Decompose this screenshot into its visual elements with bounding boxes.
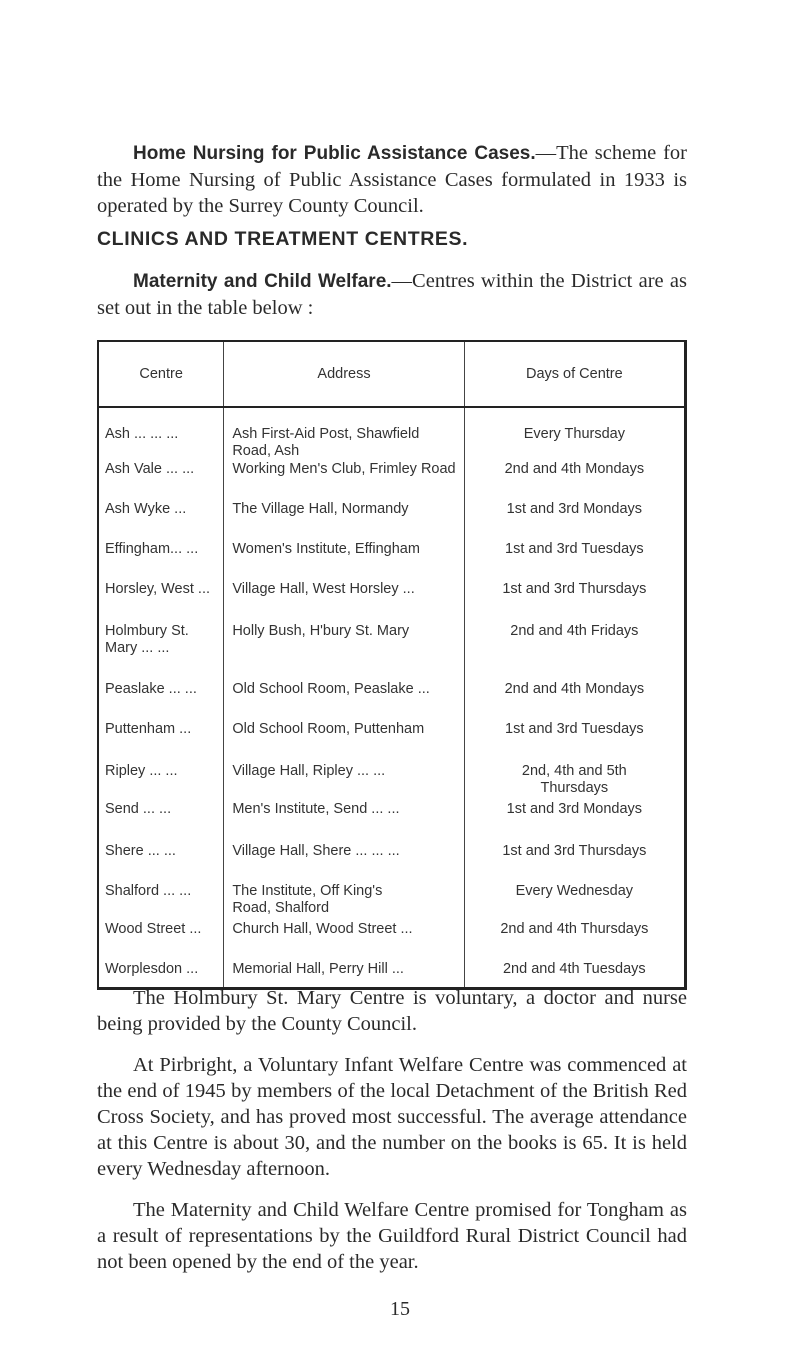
header-centre: Centre xyxy=(98,341,224,407)
cell-days: 2nd and 4th Mondays xyxy=(504,461,645,477)
pirbright-note: At Pirbright, a Voluntary Infant Welfare Centre was commenced at the end of 1945 by members of the local Detachment of the British Red Cross Society, and has proved most successful. The average attendance at this Centre is about 30, and the number on the books is 65. It is held every Wednesday afternoon. xyxy=(97,1054,687,1180)
cell-address: Memorial Hall, Perry Hill ... xyxy=(224,961,464,989)
cell-address: Women's Institute, Effingham xyxy=(224,541,464,581)
home-nursing-text: —The scheme for the Home Nursing of Public Assistance Cases formulated in 1933 is operated by the Surrey County Council. xyxy=(97,142,687,217)
cell-address: Men's Institute, Send ... ... xyxy=(224,801,464,843)
home-nursing-paragraph xyxy=(97,140,687,219)
cell-address: Ash First-Aid Post, Shawfield Road, Ash xyxy=(224,407,464,461)
table-row xyxy=(98,921,686,961)
cell-address: Working Men's Club, Frimley Road xyxy=(224,461,464,501)
cell-days: 1st and 3rd Mondays xyxy=(506,501,643,517)
cell-address: Old School Room, Peaslake ... xyxy=(224,681,464,721)
cell-centre: Worplesdon ... xyxy=(98,961,224,989)
table-row xyxy=(98,461,686,501)
table-row xyxy=(98,801,686,843)
cell-address: Old School Room, Puttenham xyxy=(224,721,464,763)
maternity-paragraph xyxy=(97,268,687,321)
cell-address: Village Hall, Ripley ... ... xyxy=(224,763,464,801)
table-row xyxy=(98,883,686,921)
table-row xyxy=(98,407,686,461)
cell-centre: Send ... ... xyxy=(98,801,224,843)
table-row xyxy=(98,501,686,541)
cell-address: Village Hall, West Horsley ... xyxy=(224,581,464,623)
cell-days: 1st and 3rd Tuesdays xyxy=(505,541,644,557)
cell-centre: Wood Street ... xyxy=(98,921,224,961)
table-row xyxy=(98,623,686,681)
cell-centre: Ash Wyke ... xyxy=(98,501,224,541)
cell-address: The Institute, Off King's Road, Shalford xyxy=(224,883,464,921)
cell-centre: Puttenham ... xyxy=(98,721,224,763)
cell-centre: Ash Vale ... ... xyxy=(98,461,224,501)
table-row xyxy=(98,843,686,883)
header-days: Days of Centre xyxy=(464,341,685,407)
header-address: Address xyxy=(224,341,464,407)
cell-days: 1st and 3rd Thursdays xyxy=(502,581,647,597)
cell-days: 1st and 3rd Mondays xyxy=(506,801,643,817)
cell-days: Every Thursday xyxy=(523,426,625,442)
table-row xyxy=(98,681,686,721)
table-row xyxy=(98,721,686,763)
maternity-heading: Maternity and Child Welfare. xyxy=(133,271,392,292)
cell-days: 2nd and 4th Fridays xyxy=(510,623,639,639)
cell-centre: Shere ... ... xyxy=(98,843,224,883)
clinics-heading: CLINICS AND TREATMENT CENTRES. xyxy=(97,228,469,250)
cell-centre: Shalford ... ... xyxy=(98,883,224,921)
cell-centre: Holmbury St. Mary ... ... xyxy=(98,623,224,681)
holmbury-note: The Holmbury St. Mary Centre is voluntary, a doctor and nurse being provided by the County Council. xyxy=(97,987,687,1035)
table-row xyxy=(98,541,686,581)
cell-days: 1st and 3rd Tuesdays xyxy=(505,721,644,737)
cell-days: 2nd and 4th Tuesdays xyxy=(502,961,646,977)
cell-centre: Ash ... ... ... xyxy=(98,407,224,461)
cell-centre: Peaslake ... ... xyxy=(98,681,224,721)
cell-address: Village Hall, Shere ... ... ... xyxy=(224,843,464,883)
cell-centre: Effingham... ... xyxy=(98,541,224,581)
cell-days: 2nd, 4th and 5th Thursdays xyxy=(521,763,627,796)
home-nursing-heading: Home Nursing for Public Assistance Cases. xyxy=(133,143,536,164)
cell-days: 2nd and 4th Thursdays xyxy=(500,921,649,937)
table-header-row xyxy=(98,341,686,407)
table-row xyxy=(98,763,686,801)
maternity-text: —Centres within the District are as set out in the table below : xyxy=(97,270,687,319)
cell-days: Every Wednesday xyxy=(515,883,634,899)
cell-days: 2nd and 4th Mondays xyxy=(504,681,645,697)
cell-address: The Village Hall, Normandy xyxy=(224,501,464,541)
table-row xyxy=(98,581,686,623)
cell-days: 1st and 3rd Thursdays xyxy=(502,843,647,859)
centres-table xyxy=(97,340,687,990)
cell-address: Holly Bush, H'bury St. Mary xyxy=(224,623,464,681)
page-number: 15 xyxy=(390,1298,410,1320)
cell-address: Church Hall, Wood Street ... xyxy=(224,921,464,961)
tongham-note: The Maternity and Child Welfare Centre promised for Tongham as a result of representations by the Guildford Rural District Council had not been opened by the end of the year. xyxy=(97,1199,687,1273)
cell-centre: Ripley ... ... xyxy=(98,763,224,801)
cell-centre: Horsley, West ... xyxy=(98,581,224,623)
